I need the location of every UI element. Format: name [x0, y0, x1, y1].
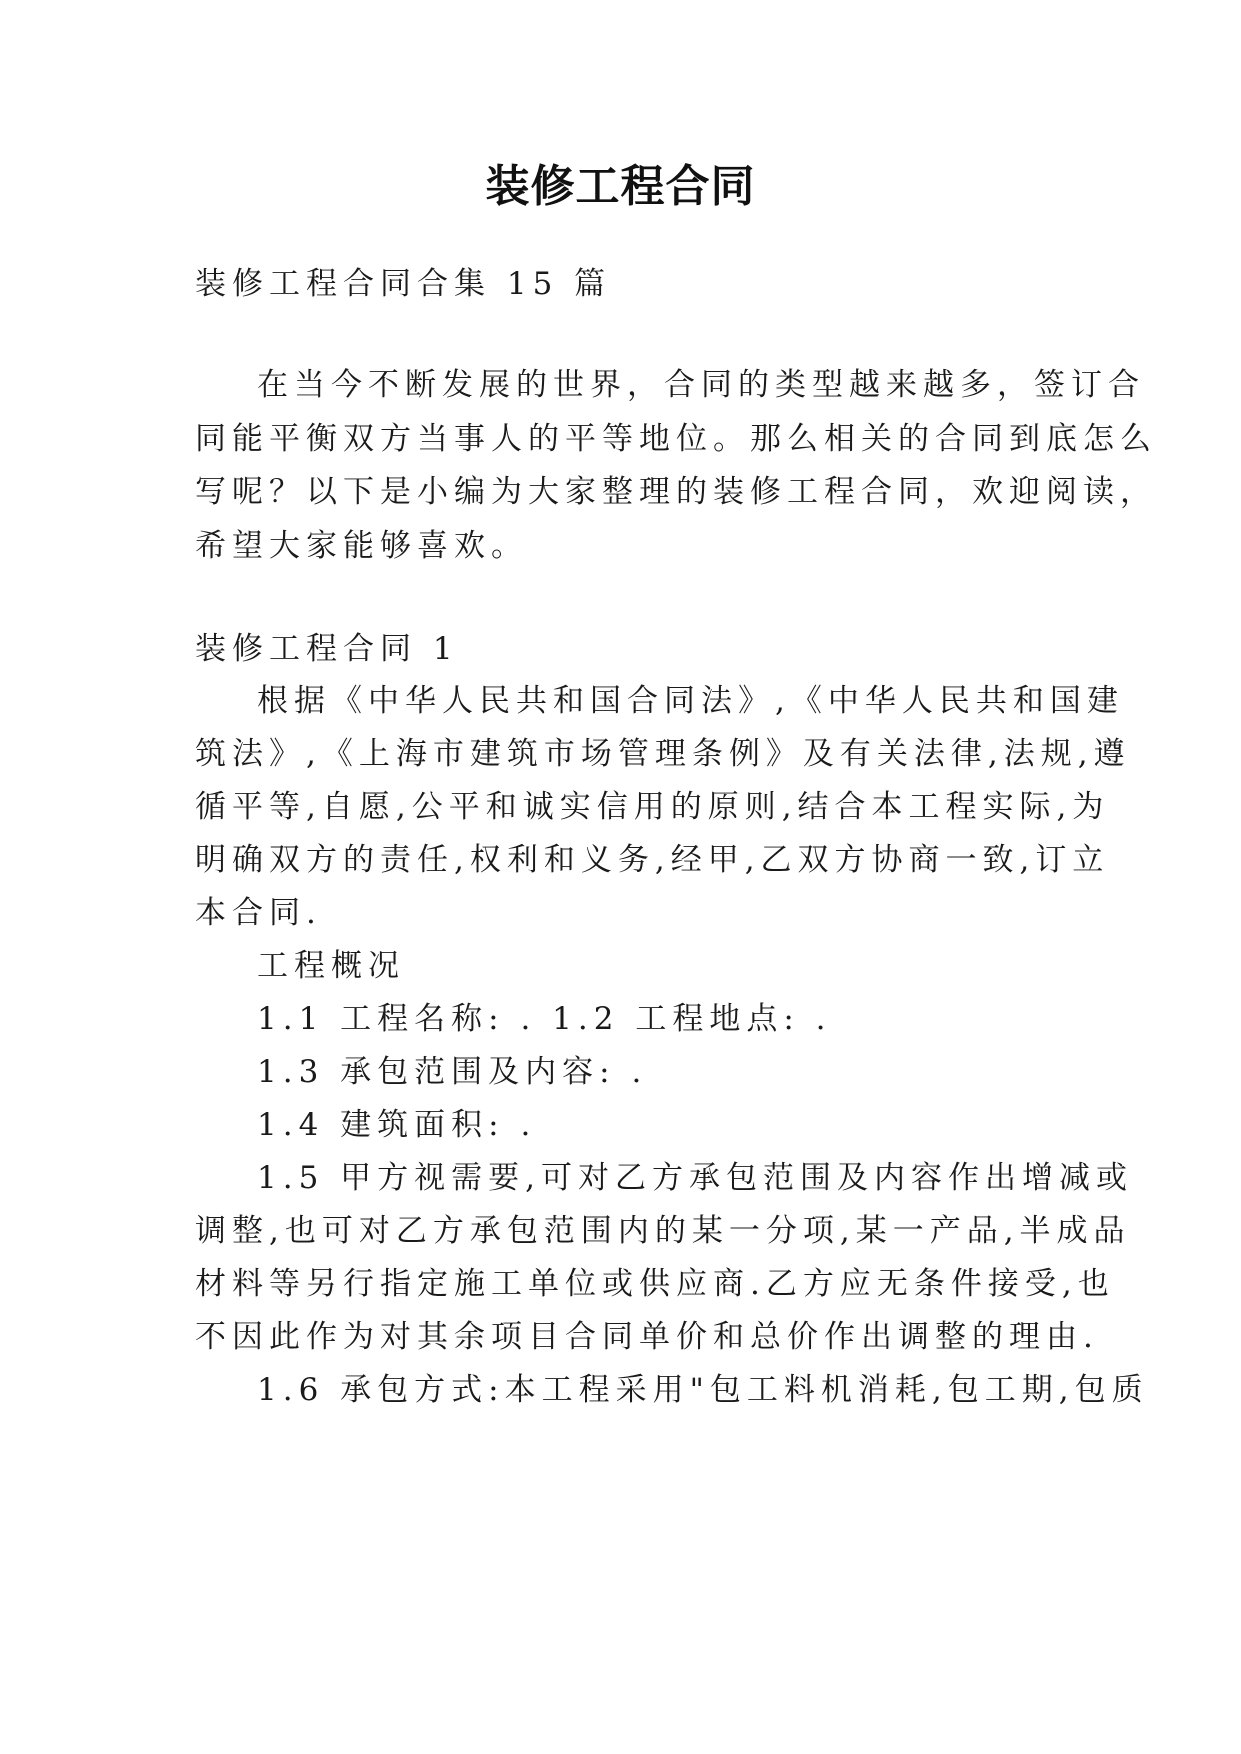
- preamble-line: 循平等,自愿,公平和诚实信用的原则,结合本工程实际,为: [195, 789, 1110, 825]
- preamble-line: 筑法》,《上海市建筑市场管理条例》及有关法律,法规,遵: [195, 736, 1131, 772]
- intro-line: 希望大家能够喜欢。: [195, 528, 528, 564]
- section-heading: 装修工程合同 1: [195, 631, 459, 667]
- document-subtitle: 装修工程合同合集 15 篇: [195, 266, 612, 302]
- intro-line: 写呢？以下是小编为大家整理的装修工程合同，欢迎阅读，: [195, 474, 1157, 510]
- preamble-line: 本合同.: [195, 895, 322, 931]
- overview-heading: 工程概况: [257, 948, 405, 984]
- intro-line: 在当今不断发展的世界，合同的类型越来越多，签订合: [257, 367, 1145, 403]
- clause-line: 调整,也可对乙方承包范围内的某一分项,某一产品,半成品: [195, 1213, 1131, 1249]
- clause-line: 不因此作为对其余项目合同单价和总价作出调整的理由.: [195, 1319, 1099, 1355]
- preamble-line: 根据《中华人民共和国合同法》,《中华人民共和国建: [257, 683, 1124, 719]
- clause-line: 1.6 承包方式:本工程采用"包工料机消耗,包工期,包质: [257, 1372, 1149, 1408]
- preamble-line: 明确双方的责任,权利和义务,经甲,乙双方协商一致,订立: [195, 842, 1110, 878]
- clause-item: 1.3 承包范围及内容: .: [257, 1054, 648, 1090]
- document-title: 装修工程合同: [485, 161, 756, 212]
- clause-line: 1.5 甲方视需要,可对乙方承包范围及内容作出增减或: [257, 1160, 1134, 1196]
- clause-item: 1.1 工程名称: . 1.2 工程地点: .: [257, 1001, 832, 1037]
- intro-line: 同能平衡双方当事人的平等地位。那么相关的合同到底怎么: [195, 421, 1157, 457]
- clause-item: 1.4 建筑面积: .: [257, 1107, 537, 1143]
- clause-line: 材料等另行指定施工单位或供应商.乙方应无条件接受,也: [195, 1266, 1115, 1302]
